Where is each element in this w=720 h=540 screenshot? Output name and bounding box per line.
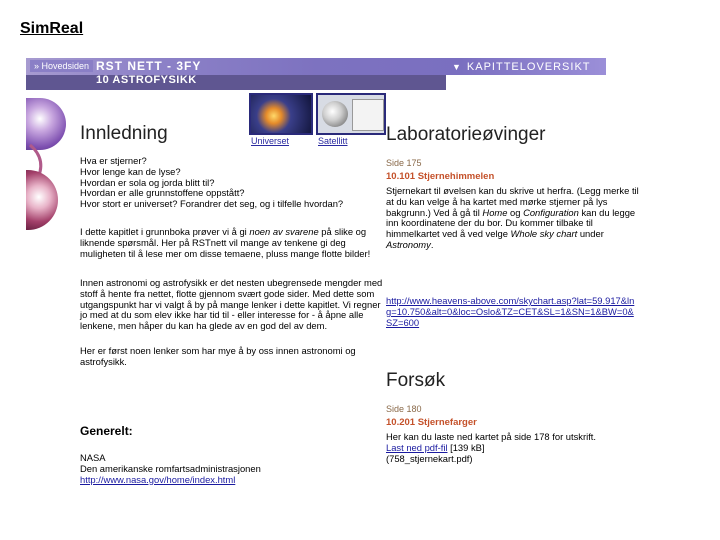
question-item: Hvor lenge kan de lyse? [80,165,181,177]
nasa-link[interactable]: http://www.nasa.gov/home/index.html [80,473,236,485]
experiment-title: 10.201 Stjernefarger [386,417,477,428]
header-bar [26,58,606,90]
header-course-title: RST NETT - 3FY [96,59,202,73]
home-link[interactable]: » Hovedsiden [30,60,93,72]
pdf-size: [139 kB] [450,441,485,453]
lab-config-term: Configuration [523,206,579,218]
intro-p1-emphasis: noen av svarene [249,226,319,237]
intro-paragraph-1 [80,227,380,259]
experiment-heading: Forsøk [386,370,446,391]
universe-thumbnail[interactable] [249,93,313,135]
lab-exercise-title: 10.101 Stjernehimmelen [386,171,495,182]
header-band-dark [26,75,446,90]
intro-p1-text-end: på slike og liknende spørsmål. Her på RSTnett vil mange av tenkene gi deg muligheten til å lese mer om disse temaene, pluss mange flotte bilder! [80,226,371,259]
slide-label: SimReal [20,20,84,37]
intro-paragraph-2: Innen astronomi og astrofysikk er det nesten ubegrensede mengder med stoff å hente fra nettet, flotte gjennom svært gode sider. Med dette som utgangspunkt har vi valgt å by på mange lenker i dette kapitlet. Vi regner jo med at du som elev ikke har tid til - eller interesse for - å åpne alle lenkene, men håper du kan ha glede av en god del av dem. [80,277,383,332]
nasa-name: NASA [80,452,106,463]
experiment-description [386,432,606,464]
pdf-filename: (758_stjernekart.pdf) [386,452,473,464]
header-chapter-title: 10 ASTROFYSIKK [96,74,197,86]
lab-text: og [507,206,524,218]
intro-p1-text: I dette kapitlet i grunnboka prøver vi å gi [80,226,250,237]
lab-text: . [430,238,434,250]
lab-home-term: Home [482,206,508,218]
intro-questions [80,156,380,210]
intro-paragraph-3: Her er først noen lenker som har mye å by oss innen astronomi og astrofysikk. [80,345,356,367]
lab-text: under [577,228,604,240]
pdf-download-link[interactable]: Last ned pdf-fil [386,441,448,453]
heavens-above-link[interactable]: http://www.heavens-above.com/skychart.asp?lat=59.917&lng=10.750&alt=0&loc=Oslo&TZ=CET&SL=1&SN=1&BW=0&SZ=600 [386,295,635,328]
nasa-entry [80,453,380,485]
lab-heading: Laboratorieøvinger [386,124,546,145]
experiment-page-ref: Side 180 [386,404,422,414]
lab-text: Stjernekart til øvelsen kan du skrive ut herfra. (Legg merke til at du kan velge å ha kartet med mørke stjerner på lys bakgrunn.) Ved å gå til [386,185,639,218]
lab-astronomy-term: Astronomy [386,238,431,250]
nasa-description: Den amerikanske romfartsadministrasjonen [80,462,261,474]
intro-heading: Innledning [80,123,168,144]
satellite-link[interactable]: Satellitt [318,136,348,146]
chapter-overview-label: KAPITTELOVERSIKT [466,61,591,73]
question-item: Hvordan er sola og jorda blitt til? [80,176,215,188]
caret-down-icon: ▼ [452,62,462,72]
question-item: Hvordan er alle grunnstoffene oppstått? [80,187,245,199]
chapter-overview-link[interactable] [452,61,591,73]
home-link-label: Hovedsiden [41,61,90,71]
universe-link[interactable]: Universet [251,136,290,146]
lab-whole-sky-term: Whole sky chart [510,228,578,240]
planet-image [322,101,348,127]
general-heading: Generelt: [80,424,133,438]
satellite-window-image [352,99,384,131]
question-item: Hvor stort er universet? Forandrer det seg, og i tilfelle hvordan? [80,198,344,210]
lab-text: kan du legge inn koordinatene der du bor. Du kommer tilbake til himmelkartet ved å ved velge [386,206,636,240]
question-item: Hva er stjerner? [80,155,147,166]
experiment-text: Her kan du laste ned kartet på side 178 for utskrift. [386,431,597,442]
lab-page-ref: Side 175 [386,158,422,168]
lab-description [386,186,646,251]
satellite-thumbnail[interactable] [316,93,386,135]
